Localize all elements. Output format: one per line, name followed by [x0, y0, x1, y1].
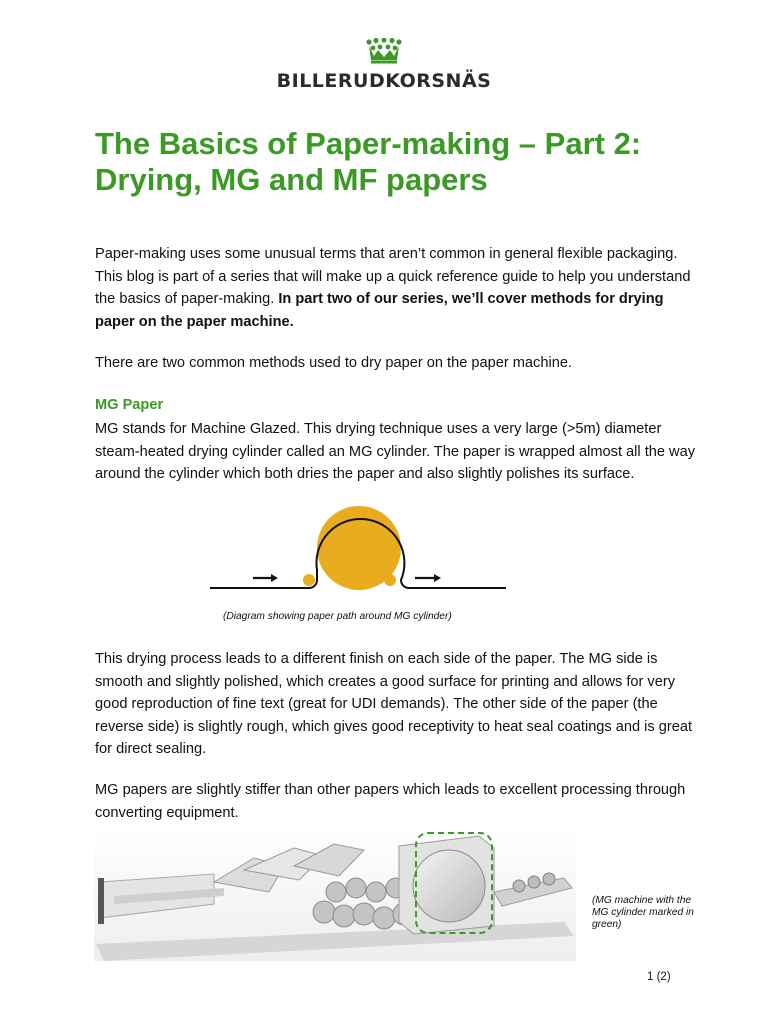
page-number: 1 (2)	[647, 971, 671, 983]
title-line-1: The Basics of Paper-making – Part 2:	[95, 126, 642, 161]
logo-text: BILLERUDKORSNÄS	[276, 70, 492, 92]
mg-cylinder-diagram	[206, 500, 506, 604]
mg-heading: MG Paper	[95, 397, 164, 413]
right-arrow-icon	[253, 574, 278, 582]
title-line-2: Drying, MG and MF papers	[95, 162, 488, 197]
intro-text: Paper-making uses some unusual terms that aren’t common in general flexible packaging. This blog is part of a series that will make up a quick reference guide to help you understand the basics of paper-making.	[95, 246, 691, 307]
finish-paragraph: This drying process leads to a different finish on each side of the paper. The MG side is smooth and slightly polished, which creates a good surface for printing and allows for very good reproduction of fine text (great for UDI demands). The other side of the paper (the reverse side) is slightly rough, which gives good receptivity to heat seal coatings and is great for direct sealing.	[95, 651, 693, 757]
mg-paragraph: MG stands for Machine Glazed. This drying technique uses a very large (>5m) diameter steam-heated drying cylinder called an MG cylinder. The paper is wrapped almost all the way around the cylinder which both dries the paper and also slightly polishes its surface.	[95, 421, 695, 482]
machine-caption: (MG machine with the MG cylinder marked in green)	[592, 895, 694, 930]
page-title	[95, 126, 695, 198]
methods-paragraph: There are two common methods used to dry paper on the paper machine.	[95, 355, 572, 371]
stiffness-paragraph: MG papers are slightly stiffer than other papers which leads to excellent processing through converting equipment.	[95, 782, 686, 821]
mg-cylinder	[413, 850, 485, 922]
guide-roll-right	[384, 574, 396, 586]
right-arrow-icon	[415, 574, 441, 582]
mg-machine-image	[94, 826, 576, 961]
intro-bold-text: In part two of our series, we’ll cover methods for drying paper on the paper machine.	[95, 291, 664, 330]
crown-icon	[365, 38, 403, 64]
intro-paragraph	[95, 243, 695, 333]
logo	[0, 38, 768, 92]
guide-roll-left	[303, 574, 315, 586]
diagram-caption: (Diagram showing paper path around MG cylinder)	[223, 611, 452, 622]
